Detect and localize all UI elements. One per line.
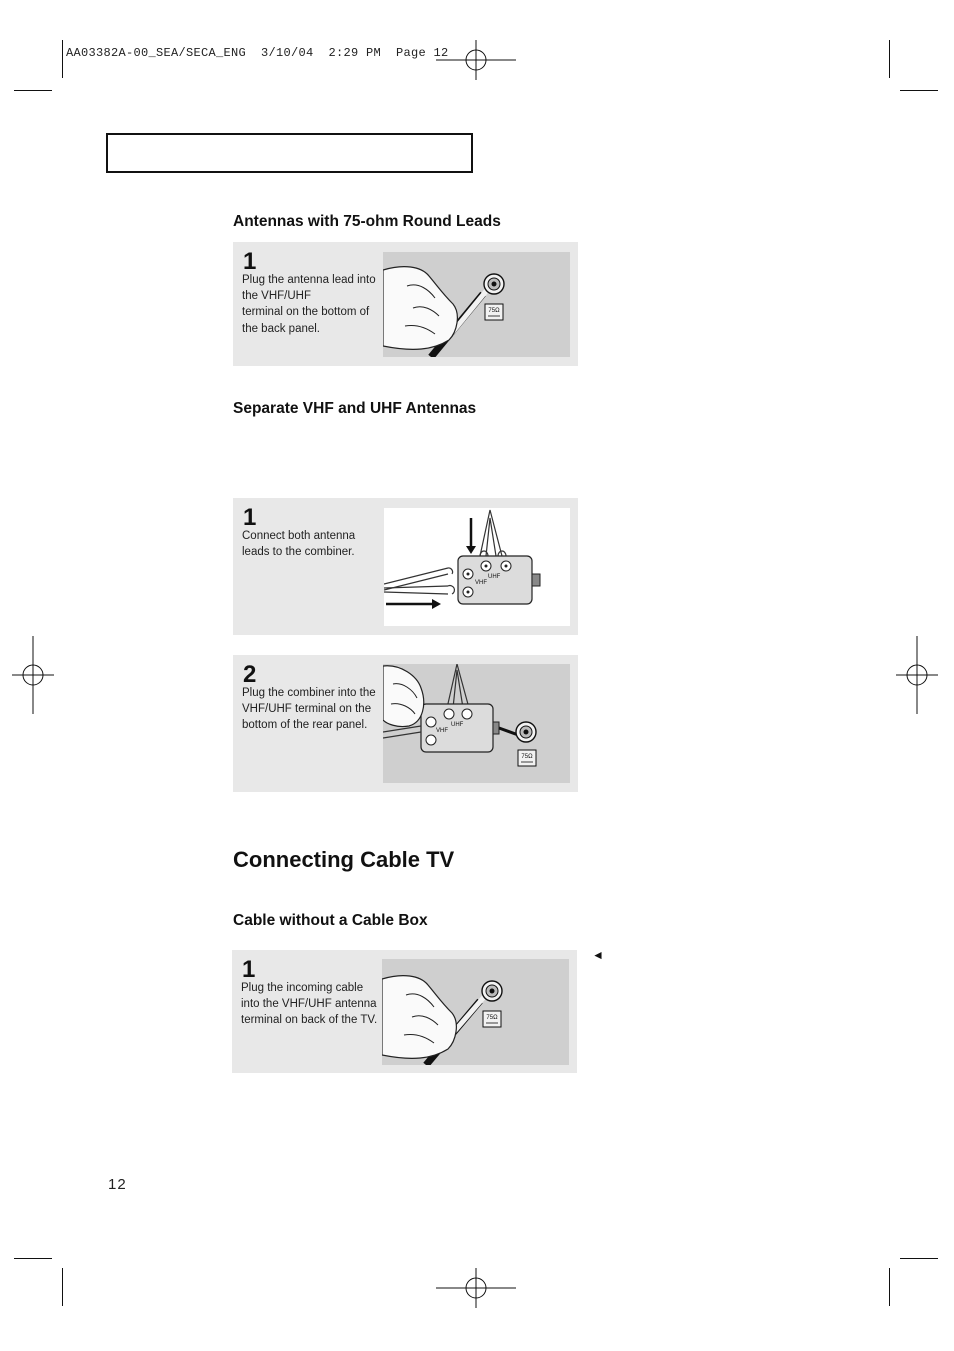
crop-mark — [62, 40, 63, 78]
step-instruction: Connect both antenna leads to the combiner. — [242, 530, 356, 559]
registration-mark-right — [896, 636, 938, 714]
ohm-label: 75Ω — [488, 308, 500, 314]
ohm-label: 75Ω — [521, 754, 533, 760]
step-instruction: Plug the antenna lead into the VHF/UHF terminal on the bottom of the back panel. — [242, 274, 376, 335]
step-panel — [233, 242, 578, 366]
print-slug: AA03382A-00_SEA/SECA_ENG 3/10/04 2:29 PM Page 12 — [66, 46, 449, 60]
crop-mark — [14, 1258, 52, 1259]
illustration-combiner-plug — [383, 664, 570, 783]
illustration-cable-plug — [382, 959, 569, 1065]
section-title-cable: Connecting Cable TV — [233, 847, 455, 872]
step-instruction: Plug the combiner into the VHF/UHF terminal on the bottom of the rear panel. — [242, 687, 376, 732]
registration-mark-left — [12, 636, 54, 714]
crop-mark — [62, 1268, 63, 1306]
subheading-round-leads: Antennas with 75-ohm Round Leads — [233, 213, 501, 230]
step-number: 2 — [243, 661, 257, 688]
vhf-label: VHF — [436, 728, 448, 734]
subheading-separate: Separate VHF and UHF Antennas — [233, 400, 477, 417]
page-number: 12 — [108, 1176, 127, 1193]
step-number: 1 — [243, 504, 257, 531]
margin-arrow-marker: ◄ — [592, 948, 604, 962]
uhf-label: UHF — [488, 574, 501, 580]
section-title-box — [106, 133, 473, 173]
ohm-label: 75Ω — [486, 1015, 498, 1021]
illustration-antenna-plug — [383, 252, 570, 357]
illustration-combiner — [384, 508, 570, 626]
registration-mark-bottom — [436, 1268, 516, 1308]
step-panel — [233, 498, 578, 635]
step-number: 1 — [243, 248, 257, 275]
vhf-label: VHF — [475, 580, 487, 586]
step-number: 1 — [242, 956, 256, 983]
crop-mark — [14, 90, 52, 91]
crop-mark — [900, 90, 938, 91]
uhf-label: UHF — [451, 722, 464, 728]
step-instruction: Plug the incoming cable into the VHF/UHF antenna terminal on back of the TV. — [241, 982, 378, 1027]
subheading-cable: Cable without a Cable Box — [233, 912, 428, 929]
step-panel — [232, 950, 577, 1073]
crop-mark — [889, 1268, 890, 1306]
step-panel — [233, 655, 578, 792]
crop-mark — [900, 1258, 938, 1259]
crop-mark — [889, 40, 890, 78]
